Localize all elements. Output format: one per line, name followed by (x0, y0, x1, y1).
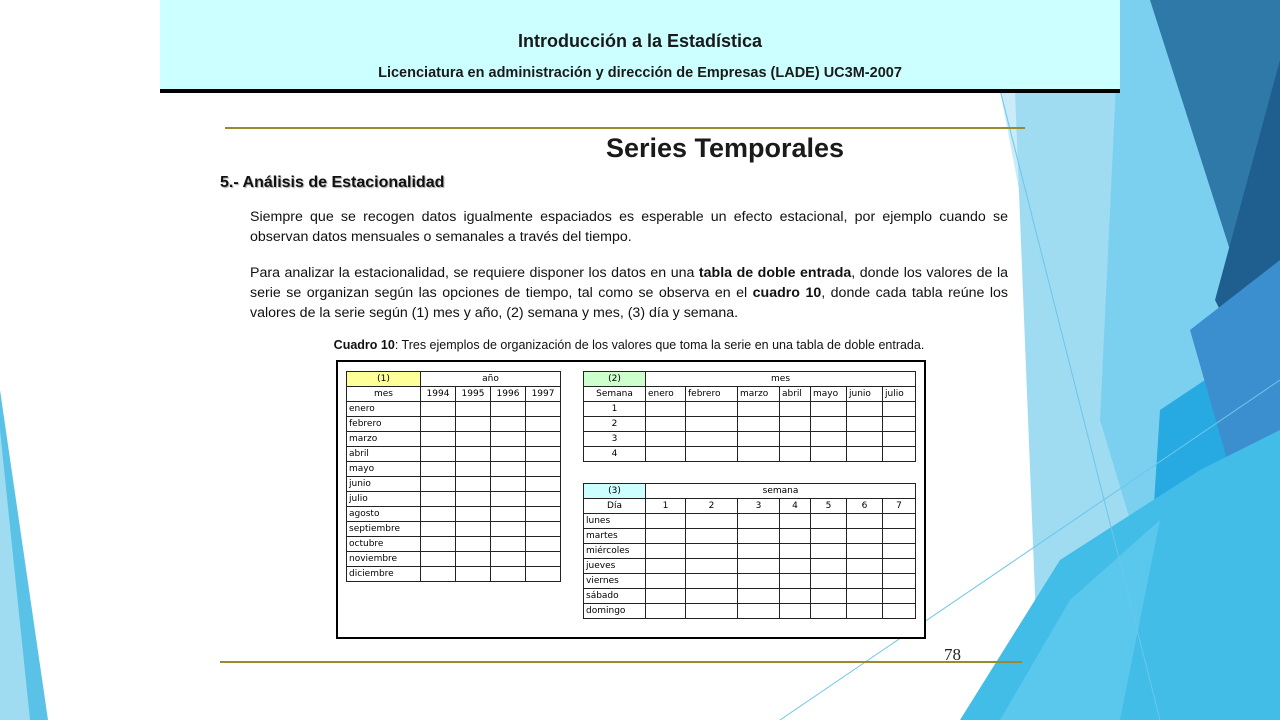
bottom-divider (220, 661, 1022, 663)
row-label: domingo (584, 604, 646, 619)
value-cell (847, 402, 883, 417)
value-cell (686, 432, 738, 447)
value-cell (646, 574, 686, 589)
course-subtitle: Licenciatura en administración y dirección de Empresas (LADE) UC3M-2007 (378, 65, 902, 81)
column-header: 4 (780, 499, 811, 514)
caption-label: Cuadro 10 (333, 338, 395, 352)
value-cell (847, 417, 883, 432)
column-header: mayo (811, 387, 847, 402)
table-row (347, 492, 561, 507)
value-cell (421, 537, 456, 552)
value-cell (883, 574, 916, 589)
value-cell (686, 402, 738, 417)
value-cell (811, 529, 847, 544)
table-row (584, 544, 916, 559)
value-cell (811, 559, 847, 574)
value-cell (491, 477, 526, 492)
column-header: febrero (686, 387, 738, 402)
table-row (584, 574, 916, 589)
value-cell (738, 574, 780, 589)
value-cell (811, 432, 847, 447)
table-row (347, 447, 561, 462)
value-cell (491, 507, 526, 522)
value-cell (780, 604, 811, 619)
column-header: 7 (883, 499, 916, 514)
value-cell (646, 432, 686, 447)
table-row (347, 522, 561, 537)
header-row (347, 387, 561, 402)
value-cell (883, 402, 916, 417)
figure-caption (250, 338, 1008, 352)
value-cell (646, 447, 686, 462)
value-cell (421, 402, 456, 417)
value-cell (421, 507, 456, 522)
value-cell (847, 447, 883, 462)
row-label: 3 (584, 432, 646, 447)
caption-text: : Tres ejemplos de organización de los valores que toma la serie en una tabla de doble entrada. (394, 338, 925, 352)
value-cell (738, 432, 780, 447)
value-cell (456, 567, 491, 582)
value-cell (738, 589, 780, 604)
value-cell (738, 544, 780, 559)
value-cell (526, 477, 561, 492)
row-label: martes (584, 529, 646, 544)
value-cell (421, 432, 456, 447)
value-cell (526, 507, 561, 522)
value-cell (526, 402, 561, 417)
table-row (584, 514, 916, 529)
value-cell (738, 447, 780, 462)
table-label: (1) (347, 372, 421, 387)
value-cell (811, 514, 847, 529)
value-cell (883, 604, 916, 619)
value-cell (738, 514, 780, 529)
row-label: jueves (584, 559, 646, 574)
table-row (584, 604, 916, 619)
value-cell (811, 604, 847, 619)
value-cell (646, 589, 686, 604)
row-label: diciembre (347, 567, 421, 582)
value-cell (646, 559, 686, 574)
table-row (584, 432, 916, 447)
value-cell (646, 514, 686, 529)
value-cell (646, 402, 686, 417)
value-cell (811, 447, 847, 462)
value-cell (847, 514, 883, 529)
value-cell (526, 492, 561, 507)
table-row (584, 417, 916, 432)
value-cell (421, 447, 456, 462)
value-cell (847, 589, 883, 604)
paragraph-2-text-a: Para analizar la estacionalidad, se requiere disponer los datos en una (250, 265, 699, 281)
value-cell (526, 462, 561, 477)
value-cell (686, 514, 738, 529)
value-cell (686, 529, 738, 544)
value-cell (491, 402, 526, 417)
top-divider (225, 127, 1025, 129)
value-cell (456, 492, 491, 507)
value-cell (780, 417, 811, 432)
table-row (347, 507, 561, 522)
value-cell (847, 432, 883, 447)
value-cell (883, 544, 916, 559)
value-cell (421, 462, 456, 477)
label-row (584, 484, 916, 499)
value-cell (421, 522, 456, 537)
value-cell (491, 567, 526, 582)
column-header: 1994 (421, 387, 456, 402)
value-cell (883, 559, 916, 574)
value-cell (686, 559, 738, 574)
value-cell (738, 417, 780, 432)
value-cell (686, 417, 738, 432)
value-cell (686, 604, 738, 619)
value-cell (646, 544, 686, 559)
row-label: lunes (584, 514, 646, 529)
table-row (347, 567, 561, 582)
value-cell (811, 402, 847, 417)
value-cell (491, 462, 526, 477)
table-label: (2) (584, 372, 646, 387)
value-cell (526, 447, 561, 462)
row-label: mayo (347, 462, 421, 477)
table-row (347, 417, 561, 432)
row-label: miércoles (584, 544, 646, 559)
value-cell (456, 417, 491, 432)
value-cell (847, 604, 883, 619)
row-label: julio (347, 492, 421, 507)
row-label: agosto (347, 507, 421, 522)
column-group-header: semana (646, 484, 916, 499)
value-cell (780, 544, 811, 559)
value-cell (526, 567, 561, 582)
value-cell (780, 514, 811, 529)
value-cell (456, 537, 491, 552)
value-cell (646, 529, 686, 544)
column-header: julio (883, 387, 916, 402)
value-cell (811, 417, 847, 432)
table-label: (3) (584, 484, 646, 499)
header-row (584, 499, 916, 514)
value-cell (456, 447, 491, 462)
table-row (347, 432, 561, 447)
table-row (347, 537, 561, 552)
section-heading: 5.- Análisis de Estacionalidad (220, 174, 445, 191)
value-cell (421, 417, 456, 432)
header-rule (160, 89, 1120, 93)
table-row (347, 462, 561, 477)
cuadro-10-figure (336, 360, 926, 639)
value-cell (847, 529, 883, 544)
value-cell (847, 559, 883, 574)
value-cell (456, 462, 491, 477)
value-cell (780, 432, 811, 447)
paragraph-2-bold-b: cuadro 10 (752, 285, 822, 301)
value-cell (686, 544, 738, 559)
value-cell (883, 589, 916, 604)
column-header: 6 (847, 499, 883, 514)
paragraph-2-bold-a: tabla de doble entrada (698, 265, 852, 281)
table-row (584, 402, 916, 417)
row-label: 2 (584, 417, 646, 432)
row-label: noviembre (347, 552, 421, 567)
column-header: 1996 (491, 387, 526, 402)
value-cell (883, 447, 916, 462)
paragraph-1: Siempre que se recogen datos igualmente espaciados es esperable un efecto estacional, por ejemplo cuando se observan datos mensuales o semanales a través del tiempo. (250, 209, 1008, 245)
value-cell (686, 447, 738, 462)
value-cell (847, 544, 883, 559)
value-cell (780, 589, 811, 604)
column-header: 3 (738, 499, 780, 514)
row-dimension-header: mes (347, 387, 421, 402)
row-label: abril (347, 447, 421, 462)
table-week-month (583, 371, 916, 462)
paragraph-2 (250, 263, 1008, 323)
paragraph-2-text-c: , donde cada tabla reúne los valores de la serie según (1) mes y año, (2) semana y mes, (3) día y semana. (250, 285, 1008, 321)
value-cell (883, 529, 916, 544)
value-cell (526, 537, 561, 552)
column-header: 1997 (526, 387, 561, 402)
value-cell (526, 432, 561, 447)
course-title: Introducción a la Estadística (517, 31, 763, 51)
column-header: enero (646, 387, 686, 402)
value-cell (780, 529, 811, 544)
value-cell (526, 522, 561, 537)
table-day-week (583, 483, 916, 619)
page-number: 78 (944, 645, 961, 664)
value-cell (456, 552, 491, 567)
label-row (584, 372, 916, 387)
value-cell (491, 492, 526, 507)
row-label: febrero (347, 417, 421, 432)
value-cell (421, 567, 456, 582)
row-label: marzo (347, 432, 421, 447)
value-cell (421, 477, 456, 492)
value-cell (883, 514, 916, 529)
value-cell (421, 492, 456, 507)
table-row (347, 402, 561, 417)
row-label: 4 (584, 447, 646, 462)
table-row (347, 477, 561, 492)
value-cell (738, 402, 780, 417)
paragraph-2-text-b: , donde los valores de la serie se organizan según las opciones de tiempo, tal como se observa en el (250, 265, 1008, 301)
table-row (584, 529, 916, 544)
table-row (584, 559, 916, 574)
value-cell (811, 544, 847, 559)
column-group-header: mes (646, 372, 916, 387)
column-header: 5 (811, 499, 847, 514)
value-cell (738, 559, 780, 574)
value-cell (738, 529, 780, 544)
header-row (584, 387, 916, 402)
value-cell (883, 432, 916, 447)
value-cell (780, 574, 811, 589)
slide-title: Series Temporales (605, 133, 845, 163)
row-label: sábado (584, 589, 646, 604)
value-cell (646, 417, 686, 432)
column-header: 1 (646, 499, 686, 514)
row-dimension-header: Semana (584, 387, 646, 402)
value-cell (738, 604, 780, 619)
value-cell (526, 417, 561, 432)
column-header: abril (780, 387, 811, 402)
value-cell (491, 522, 526, 537)
value-cell (456, 477, 491, 492)
table-row (347, 552, 561, 567)
row-label: octubre (347, 537, 421, 552)
value-cell (491, 537, 526, 552)
value-cell (491, 447, 526, 462)
value-cell (780, 402, 811, 417)
table-row (584, 447, 916, 462)
row-label: 1 (584, 402, 646, 417)
value-cell (686, 589, 738, 604)
row-label: enero (347, 402, 421, 417)
value-cell (883, 417, 916, 432)
value-cell (456, 432, 491, 447)
column-group-header: año (421, 372, 561, 387)
value-cell (421, 552, 456, 567)
row-label: septiembre (347, 522, 421, 537)
row-dimension-header: Día (584, 499, 646, 514)
value-cell (491, 552, 526, 567)
value-cell (491, 432, 526, 447)
row-label: viernes (584, 574, 646, 589)
value-cell (491, 417, 526, 432)
value-cell (526, 552, 561, 567)
value-cell (456, 522, 491, 537)
column-header: 1995 (456, 387, 491, 402)
table-row (584, 589, 916, 604)
value-cell (456, 507, 491, 522)
value-cell (847, 574, 883, 589)
value-cell (780, 559, 811, 574)
value-cell (780, 447, 811, 462)
value-cell (811, 574, 847, 589)
label-row (347, 372, 561, 387)
value-cell (646, 604, 686, 619)
table-month-year (346, 371, 561, 582)
value-cell (811, 589, 847, 604)
row-label: junio (347, 477, 421, 492)
column-header: junio (847, 387, 883, 402)
value-cell (456, 402, 491, 417)
value-cell (686, 574, 738, 589)
column-header: marzo (738, 387, 780, 402)
column-header: 2 (686, 499, 738, 514)
